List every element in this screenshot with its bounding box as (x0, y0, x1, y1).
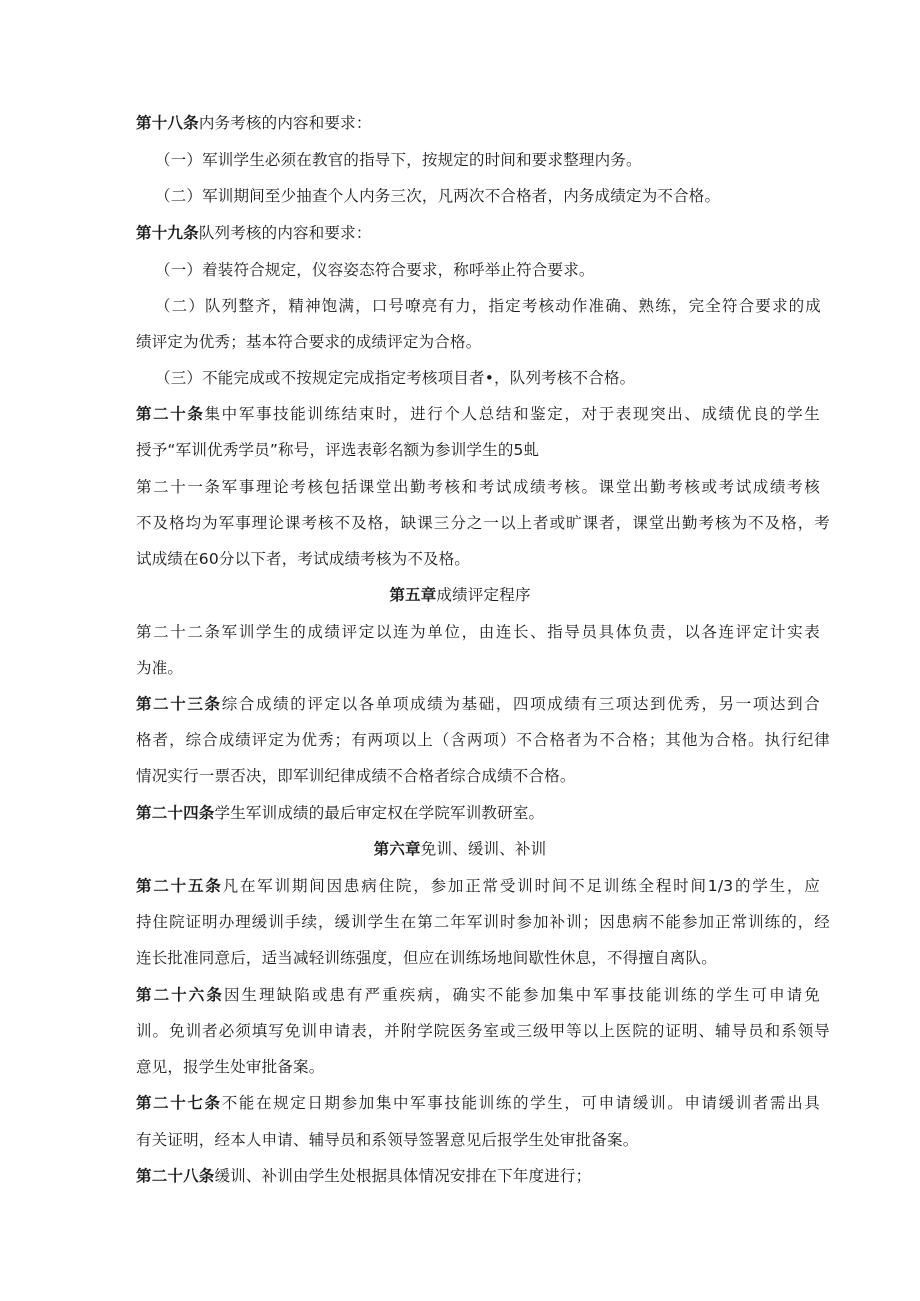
article-22: 第二十二条军训学生的成绩评定以连为单位，由连长、指导员具体负责，以各连评定计实表 (136, 623, 820, 641)
article-27-cont: 有关证明，经本人申请、辅导员和系领导签署意见后报学生处审批备案。 (136, 1131, 639, 1149)
article-18-item-1: （一）军训学生必须在教官的指导下，按规定的时间和要求整理内务。 (155, 151, 642, 169)
article-22-cont: 为准。 (136, 659, 184, 677)
article-18-head: 第十八条 (136, 114, 199, 132)
article-21-cont: 不及格均为军事理论课考核不及格，缺课三分之一以上者或旷课者，课堂出勤考核为不及格，考 (136, 514, 830, 532)
article-26-head: 第二十六条 (136, 986, 224, 1004)
article-20-text: 集中军事技能训练结束时，进行个人总结和鉴定，对于表现突出、成绩优良的学生 (204, 405, 820, 423)
article-28-text: 缓训、补训由学生处根据具体情况安排在下年度进行； (214, 1167, 592, 1185)
article-23 (136, 694, 820, 714)
article-28-head: 第二十八条 (136, 1167, 215, 1185)
article-27-head: 第二十七条 (136, 1094, 222, 1112)
article-21-cont-2: 试成绩在60分以下者，考试成绩考核为不及格。 (136, 550, 471, 568)
article-18-text: 内务考核的内容和要求： (198, 114, 372, 132)
article-20-cont: 授予“军训优秀学员”称号，评选表彰名额为参训学生的5虬 (136, 441, 540, 459)
article-23-text: 综合成绩的评定以各单项成绩为基础，四项成绩有三项达到优秀，另一项达到合 (221, 695, 820, 713)
chapter-6-head: 第六章 (373, 840, 421, 858)
chapter-6-heading (0, 839, 920, 859)
chapter-6-title: 免训、缓训、补训 (420, 840, 547, 858)
article-19-item-2-cont: 绩评定为优秀；基本符合要求的成绩评定为合格。 (136, 333, 482, 351)
article-26 (136, 985, 820, 1005)
article-27-text: 不能在规定日期参加集中军事技能训练的学生，可申请缓训。申请缓训者需出具 (221, 1094, 820, 1112)
article-26-cont-2: 意见，报学生处审批备案。 (136, 1058, 325, 1076)
article-25-text: 凡在军训期间因患病住院，参加正常受训时间不足训练全程时间1/3的学生，应 (222, 877, 820, 895)
article-24-text: 学生军训成绩的最后审定权在学院军训教研室。 (214, 804, 545, 822)
article-23-cont: 格者，综合成绩评定为优秀；有两项以上（含两项）不合格者为不合格；其他为合格。执行纪律 (136, 731, 830, 749)
article-25-cont: 持住院证明办理缓训手续，缓训学生在第二年军训时参加补训；因患病不能参加正常训练的，经 (136, 913, 830, 931)
article-27 (136, 1093, 820, 1113)
article-23-cont-2: 情况实行一票否决，即军训纪律成绩不合格者综合成绩不合格。 (136, 767, 576, 785)
article-19-item-1: （一）着装符合规定，仪容姿态符合要求，称呼举止符合要求。 (155, 261, 595, 279)
article-20 (136, 404, 820, 424)
article-25-cont-2: 连长批准同意后，适当减轻训练强度，但应在训练场地间歇性休息，不得擅自离队。 (136, 949, 717, 967)
article-24 (136, 803, 836, 823)
article-26-text: 因生理缺陷或患有严重疾病，确实不能参加集中军事技能训练的学生可申请免 (223, 986, 820, 1004)
chapter-5-title: 成绩评定程序 (436, 586, 531, 604)
article-26-cont: 训。免训者必须填写免训申请表，并附学院医务室或三级甲等以上医院的证明、辅导员和系领导 (136, 1022, 830, 1040)
article-28 (136, 1166, 836, 1186)
article-21: 第二十一条军事理论考核包括课堂出勤考核和考试成绩考核。课堂出勤考核或考试成绩考核 (136, 478, 820, 496)
article-24-head: 第二十四条 (136, 804, 215, 822)
article-20-head: 第二十条 (136, 405, 205, 423)
chapter-5-heading (0, 585, 920, 605)
article-19-item-3: （三）不能完成或不按规定完成指定考核项目者•，队列考核不合格。 (155, 369, 636, 387)
article-25-head: 第二十五条 (136, 877, 223, 895)
article-18-item-2: （二）军训期间至少抽查个人内务三次，凡两次不合格者，内务成绩定为不合格。 (155, 187, 721, 205)
article-19-item-2: （二）队列整齐，精神饱满，口号嘹亮有力，指定考核动作准确、熟练，完全符合要求的成 (155, 297, 821, 315)
article-25 (136, 876, 820, 896)
article-23-head: 第二十三条 (136, 695, 222, 713)
article-19-text: 队列考核的内容和要求： (198, 224, 372, 242)
article-19 (136, 223, 836, 243)
article-19-head: 第十九条 (136, 224, 199, 242)
article-18 (136, 113, 836, 133)
chapter-5-head: 第五章 (389, 586, 437, 604)
